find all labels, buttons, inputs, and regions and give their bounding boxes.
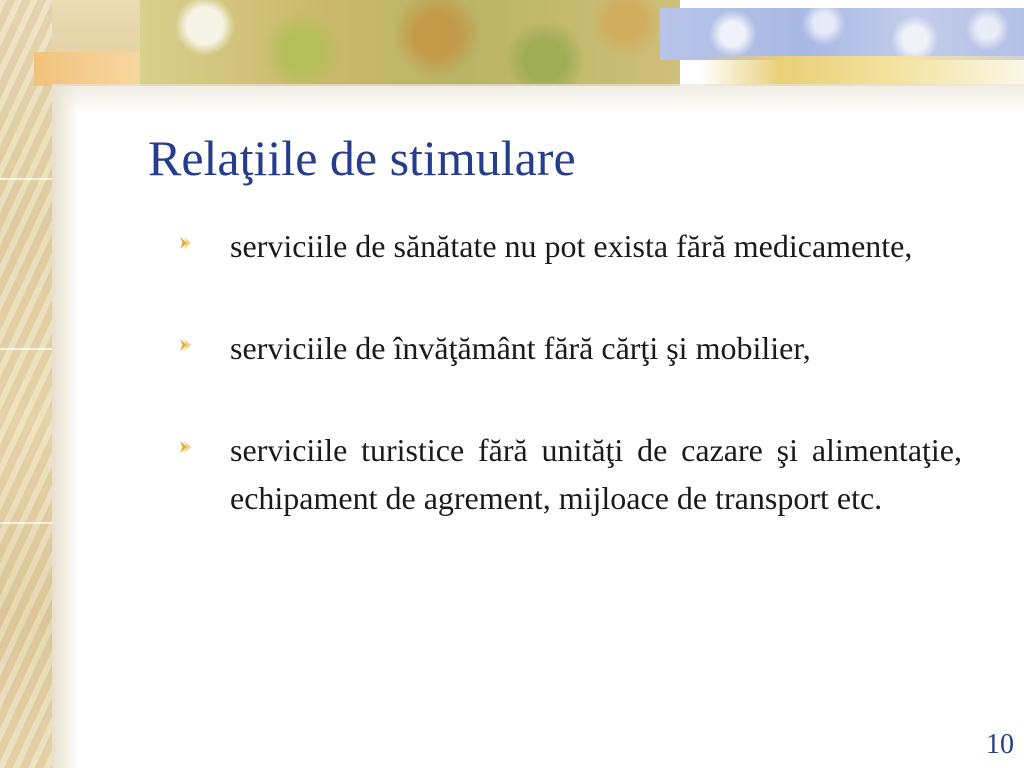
bullet-item xyxy=(178,324,962,372)
page-number: 10 xyxy=(986,729,1014,760)
bullet-text: serviciile de sănătate nu pot exista fără medicamente, xyxy=(230,228,913,264)
bullet-text: serviciile turistice fără unităţi de cazare şi alimentaţie, echipament de agrement, mijloace de transport etc. xyxy=(230,432,962,516)
strip-seam xyxy=(0,348,52,350)
banner-leaves-image xyxy=(140,0,680,86)
bullet-item xyxy=(178,222,962,270)
bullet-text: serviciile de învăţământ fără cărţi şi mobilier, xyxy=(230,330,811,366)
banner-gold-bar xyxy=(700,56,1024,86)
chevron-right-icon xyxy=(178,236,192,250)
chevron-right-icon xyxy=(178,338,192,352)
left-strip-shadow xyxy=(52,0,78,768)
decorative-left-strip xyxy=(0,0,52,768)
slide-title: Relaţiile de stimulare xyxy=(148,130,576,186)
banner-blue-flowers-image xyxy=(660,8,1024,60)
chevron-right-icon xyxy=(178,440,192,454)
bullet-list xyxy=(178,222,962,522)
bullet-item xyxy=(178,426,962,522)
decorative-top-banner xyxy=(0,0,1024,90)
strip-seam xyxy=(0,178,52,180)
strip-seam xyxy=(0,522,52,524)
banner-shadow xyxy=(52,84,1024,114)
